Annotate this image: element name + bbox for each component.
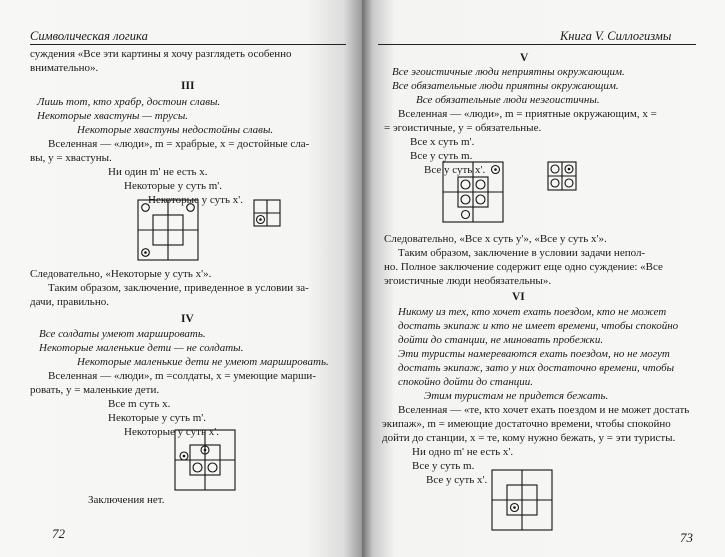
section-title: VI (512, 291, 525, 303)
premise-line: Некоторые хвастуны — трусы. (37, 110, 189, 122)
premise-line: Никому из тех, кто хочет ехать поездом, кто не может (398, 306, 667, 318)
premise-line: дойти до станции, не миновать пробежки. (398, 334, 604, 346)
text-line: дойти до станции, x = те, кому нужно бежать, y = эти туристы. (382, 432, 676, 444)
section-title: IV (181, 313, 194, 325)
premise-line: спокойно дойти до станции. (398, 376, 534, 388)
premise-line: достать экипаж, зато у них достаточно времени, чтобы (398, 362, 675, 374)
header-rule (30, 44, 346, 45)
text-line: Таким образом, заключение, приведенное в условии за- (48, 282, 309, 294)
text-line: ровать, y = маленькие дети. (30, 384, 160, 396)
text-line: вы, y = хвастуны. (30, 152, 112, 164)
conclusion-line: Некоторые маленькие дети не умеют маршировать. (77, 356, 329, 368)
running-header: Символическая логика (30, 29, 148, 43)
premise-line: Эти туристы намереваются ехать поездом, но не могут (398, 348, 670, 360)
formula-line: Некоторые y суть m'. (124, 180, 223, 192)
conclusion-line: Некоторые хвастуны недостойны славы. (77, 124, 274, 136)
text-line: Вселенная — «люди», m = храбрые, x = достойные сла- (48, 138, 310, 150)
text-line: = эгоистичные, y = обязательные. (384, 122, 542, 134)
formula-line: Все y суть x'. (426, 474, 488, 486)
formula-line: Некоторые y суть x'. (148, 194, 243, 206)
premise-line: Некоторые маленькие дети — не солдаты. (39, 342, 244, 354)
premise-line: Все обязательные люди приятны окружающим. (392, 80, 619, 92)
text-line: дачи, правильно. (30, 296, 109, 308)
header-rule (378, 44, 696, 45)
formula-line: Ни один m' не есть x. (108, 166, 208, 178)
running-header: Книга V. Силлогизмы (560, 29, 672, 43)
formula-line: Все x суть m'. (410, 136, 475, 148)
text-line: Вселенная — «люди», m =солдаты, x = умеющие марши- (48, 370, 316, 382)
formula-line: Все y суть m. (412, 460, 475, 472)
logic-diagram-vi (492, 470, 554, 532)
formula-line: Все y суть x'. (424, 164, 486, 176)
text-line: Вселенная — «люди», m = приятные окружающим, x = (398, 108, 657, 120)
text-line: Следовательно, «Некоторые y суть x'». (30, 268, 212, 280)
premise-line: Все солдаты умеют маршировать. (39, 328, 206, 340)
formula-line: Все y суть m. (410, 150, 473, 162)
text-line: но. Полное заключение содержит еще одно суждение: «Все (384, 261, 663, 273)
text-line: Заключения нет. (88, 494, 165, 506)
logic-diagram-iii (138, 200, 283, 262)
text-line: Таким образом, заключение в условии задачи непол- (398, 247, 646, 259)
page-number: 73 (680, 530, 693, 545)
text-line: Следовательно, «Все x суть y'», «Все y суть x'». (384, 233, 607, 245)
logic-diagram-iv (175, 430, 237, 492)
page-number: 72 (52, 526, 65, 541)
text-line: эгоистичные люди необязательны». (384, 275, 552, 287)
conclusion-line: Все обязательные люди неэгоистичны. (416, 94, 600, 106)
text-line: суждения «Все эти картины я хочу разглядеть особенно (30, 48, 292, 60)
premise-line: Все эгоистичные люди неприятны окружающим. (392, 66, 625, 78)
formula-line: Ни одно m' не есть x'. (412, 446, 514, 458)
logic-diagram-v (443, 162, 633, 224)
text-line: Вселенная — «те, кто хочет ехать поездом и не может достать (398, 404, 690, 416)
section-title: III (181, 80, 195, 92)
text-line: экипаж», m = имеющие достаточно времени, чтобы спокойно (382, 418, 671, 430)
premise-line: достать экипаж и кто не имеет времени, чтобы спокойно (398, 320, 679, 332)
right-page (362, 0, 725, 557)
text-line: внимательно». (30, 62, 99, 74)
left-page (0, 0, 362, 557)
section-title: V (520, 52, 529, 64)
premise-line: Лишь тот, кто храбр, достоин славы. (37, 96, 221, 108)
formula-line: Некоторые y суть m'. (108, 412, 207, 424)
conclusion-line: Этим туристам не придется бежать. (424, 390, 609, 402)
formula-line: Некоторые y суть x'. (124, 426, 219, 438)
formula-line: Все m суть x. (108, 398, 171, 410)
